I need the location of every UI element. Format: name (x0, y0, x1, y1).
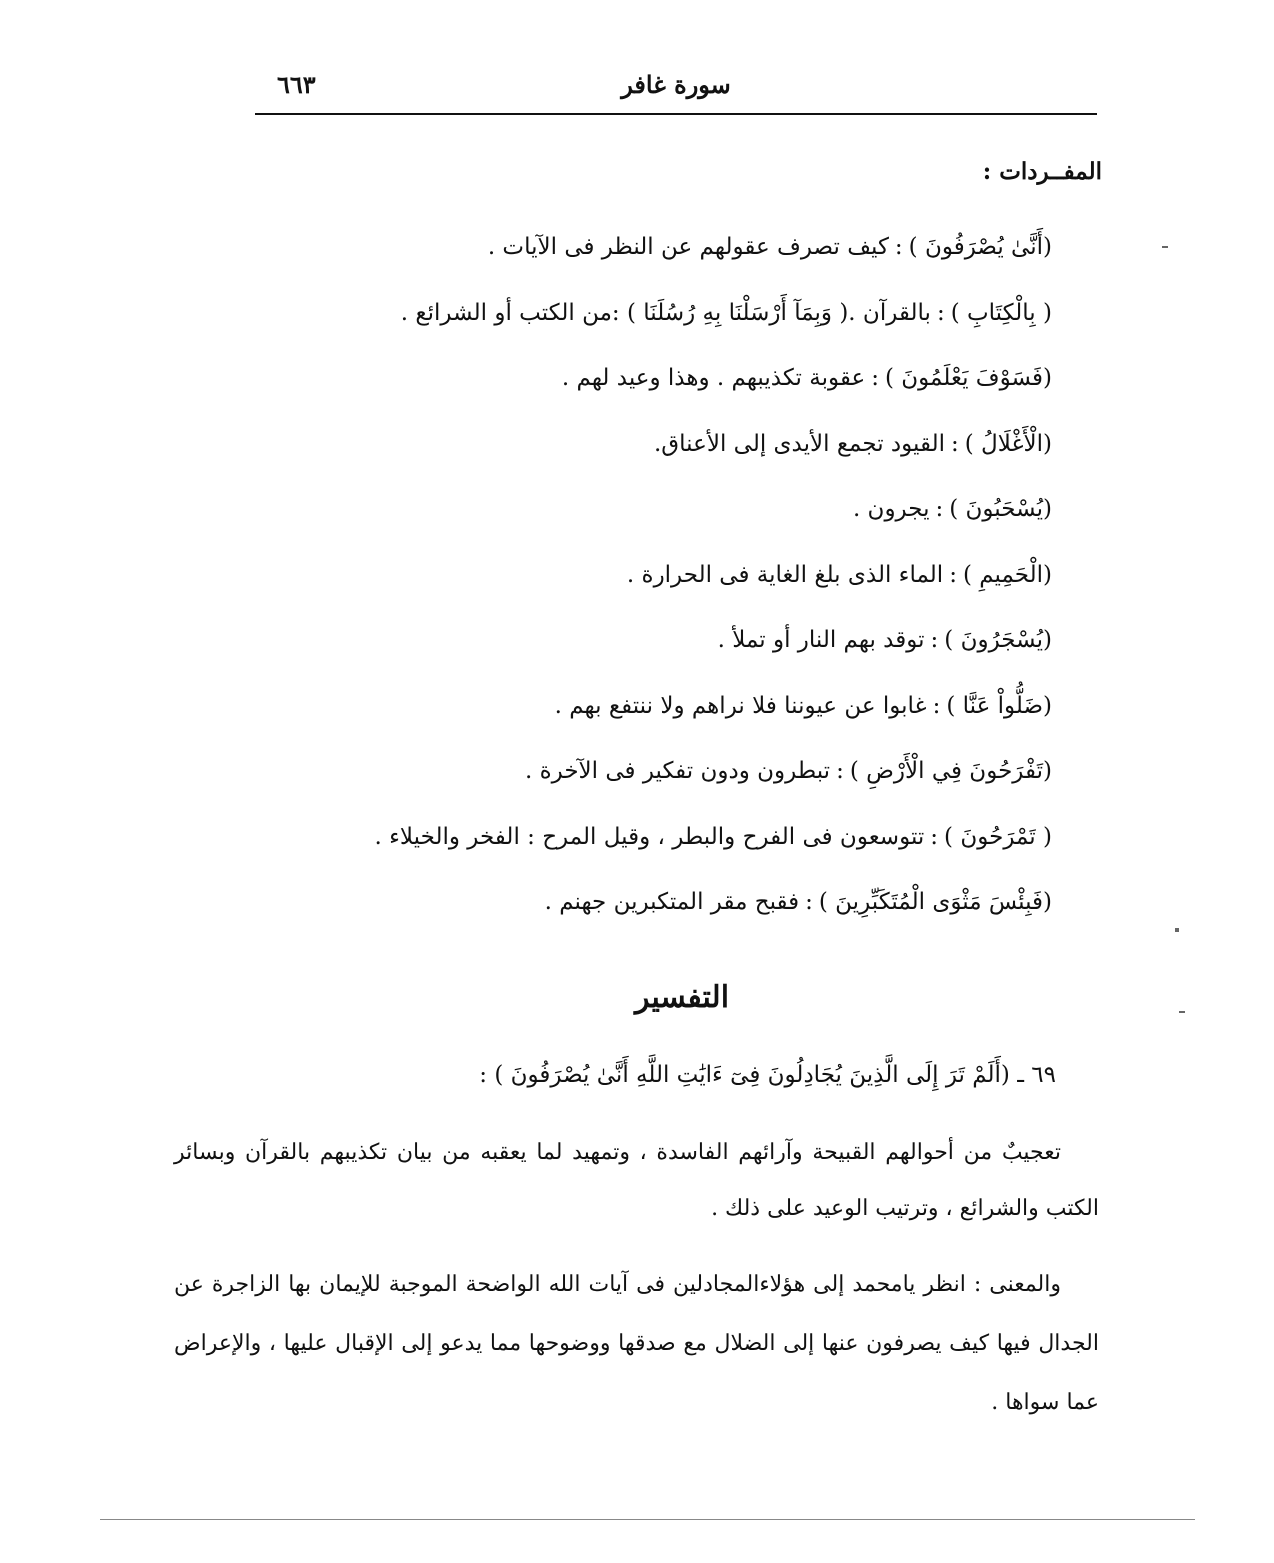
page-header (255, 62, 1097, 114)
vocab-item: (الْأَغْلَالُ ):القيود تجمع الأيدى إلى الأعناق. (654, 430, 1052, 457)
vocab-meaning: القيود تجمع الأيدى إلى الأعناق. (654, 430, 946, 457)
tafsir-heading: التفسير (634, 980, 730, 1015)
scan-mark (1179, 1011, 1185, 1013)
vocab-meaning: الماء الذى بلغ الغاية فى الحرارة . (626, 561, 944, 588)
footer-divider (100, 1519, 1195, 1520)
vocab-term: (تَفْرَحُونَ فِي الْأَرْضِ ) (849, 758, 1052, 784)
vocab-meaning: عقوبة تكذيبهم . وهذا وعيد لهم . (561, 365, 866, 391)
vocab-term: (ضَلُّواْ عَنَّا ) (946, 692, 1052, 719)
vocab-term: (الْأَغْلَالُ ) (964, 430, 1052, 457)
surah-title: سورة غافر (621, 70, 731, 99)
vocab-term: (الْحَمِيمِ ) (962, 561, 1052, 588)
commentary-paragraph: تعجيبٌ من أحوالهم القبيحة وآرائهم الفاسدة ، وتمهيد لما يعقبه من بيان تكذيبهم بالقرآن وبسائر الكتب والشرائع ، وترتيب الوعيد على ذلك . (174, 1140, 1099, 1221)
vocab-meaning: كيف تصرف عقولهم عن النظر فى الآيات . (487, 234, 889, 260)
vocab-term: (فَسَوْفَ يَعْلَمُونَ ) (885, 365, 1052, 391)
verse-line (479, 1050, 1056, 1100)
vocab-meaning: بالقرآن .( وَبِمَآ أَرْسَلْنَا بِهِ رُسُلَنَا ) :من الكتب أو الشرائع . (400, 299, 931, 326)
vocab-meaning: توقد بهم النار أو تملأ . (717, 627, 925, 653)
vocab-item: (يُسْحَبُونَ ):يجرون . (852, 496, 1052, 522)
vocabulary-heading: المفــردات : (982, 158, 1102, 185)
page-number: ٦٦٣ (277, 70, 316, 99)
vocab-item: (فَسَوْفَ يَعْلَمُونَ ):عقوبة تكذيبهم . وهذا وعيد لهم . (561, 365, 1052, 391)
vocab-meaning: فقبح مقر المتكبرين جهنم . (544, 889, 800, 915)
vocab-term: ( تَمْرَحُونَ ) (944, 823, 1052, 850)
vocab-meaning: غابوا عن عيوننا فلا نراهم ولا ننتفع بهم . (554, 692, 927, 719)
vocabulary-list (292, 222, 1052, 943)
vocab-item: (يُسْجَرُونَ ):توقد بهم النار أو تملأ . (717, 627, 1052, 653)
vocab-item: (فَبِئْسَ مَثْوَى الْمُتَكَبِّرِينَ ):فقبح مقر المتكبرين جهنم . (544, 889, 1052, 915)
header-divider (255, 113, 1097, 115)
vocab-term: (يُسْحَبُونَ ) (949, 496, 1052, 522)
vocab-meaning: تبطرون ودون تفكير فى الآخرة . (524, 758, 831, 784)
vocab-term: (فَبِئْسَ مَثْوَى الْمُتَكَبِّرِينَ ) (818, 889, 1052, 915)
scan-mark (1162, 246, 1168, 248)
vocab-term: ( بِالْكِتَابِ ) (950, 299, 1052, 326)
vocab-term: (يُسْجَرُونَ ) (944, 627, 1052, 653)
scan-mark (1175, 928, 1179, 932)
commentary-paragraph: والمعنى : انظر يامحمد إلى هؤلاءالمجادلين فى آيات الله الواضحة الموجبة للإيمان بها الزاجرة عن الجدال فيها كيف يصرفون عنها إلى الضلال مع صدقها ووضوحها مما يدعو إلى الإقبال عليها ، والإعراض عما سواها . (174, 1272, 1099, 1415)
vocab-item: ( تَمْرَحُونَ ):تتوسعون فى الفرح والبطر ، وقيل المرح : الفخر والخيلاء . (374, 823, 1052, 850)
vocab-item: (الْحَمِيمِ ):الماء الذى بلغ الغاية فى الحرارة . (626, 561, 1052, 588)
verse-number: ٦٩ ـ (1017, 1062, 1056, 1088)
vocab-term: (أَنَّىٰ يُصْرَفُونَ ) (908, 234, 1052, 260)
vocab-meaning: يجرون . (852, 496, 930, 522)
vocab-item: (ضَلُّواْ عَنَّا ):غابوا عن عيوننا فلا نراهم ولا ننتفع بهم . (554, 692, 1052, 719)
verse-text: (أَلَمْ تَرَ إِلَى الَّذِينَ يُجَادِلُونَ فِىٓ ءَايَٰتِ اللَّهِ أَنَّىٰ يُصْرَفُونَ ) : (479, 1062, 1010, 1088)
vocab-item: ( بِالْكِتَابِ ):بالقرآن .( وَبِمَآ أَرْسَلْنَا بِهِ رُسُلَنَا ) :من الكتب أو الشرائع . (400, 299, 1052, 326)
vocab-meaning: تتوسعون فى الفرح والبطر ، وقيل المرح : الفخر والخيلاء . (374, 823, 925, 850)
vocab-item: (أَنَّىٰ يُصْرَفُونَ ):كيف تصرف عقولهم عن النظر فى الآيات . (487, 234, 1052, 260)
vocab-item: (تَفْرَحُونَ فِي الْأَرْضِ ):تبطرون ودون تفكير فى الآخرة . (524, 758, 1052, 784)
